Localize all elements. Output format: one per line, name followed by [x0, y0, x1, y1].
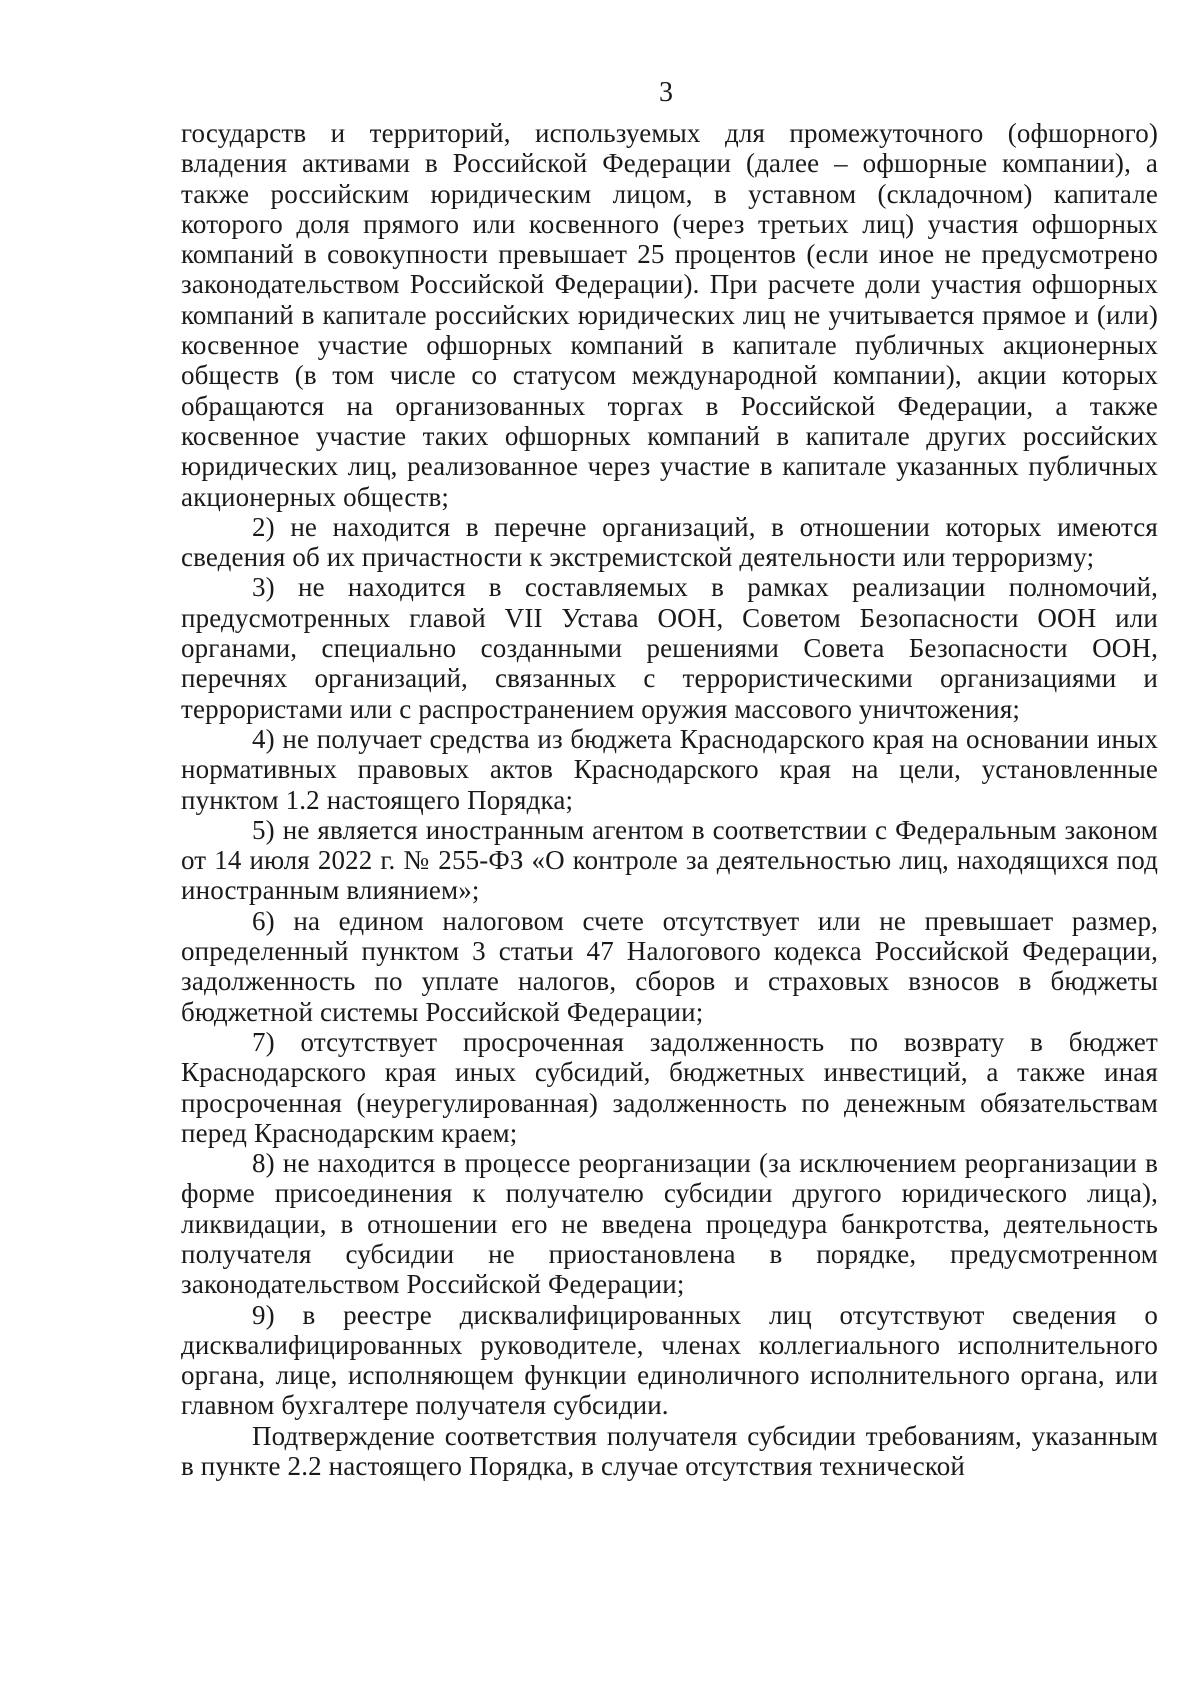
paragraph-item-5: 5) не является иностранным агентом в соответствии с Федеральным законом от 14 июля 2022 г. № 255-ФЗ «О контроле за деятельностью лиц, находящихся под иностранным влиянием»;	[181, 814, 1158, 906]
paragraph-item-3: 3) не находится в составляемых в рамках реализации полномочий, предусмотренных главой VII Устава ООН, Советом Безопасности ООН или органами, специально созданными решениями Совета Безопасности ООН, перечнях организаций, связанных с террористическими организациями и террористами или с распространением оружия массового уничтожения;	[181, 572, 1158, 724]
paragraph-item-9: 9) в реестре дисквалифицированных лиц отсутствуют сведения о дисквалифицированных руководителе, членах коллегиального исполнительного органа, лице, исполняющем функции единоличного исполнительного органа, или главном бухгалтере получателя субсидии.	[181, 1299, 1158, 1421]
paragraph-item-8: 8) не находится в процессе реорганизации (за исключением реорганизации в форме присоединения к получателю субсидии другого юридического лица), ликвидации, в отношении его не введена процедура банкротства, деятельность получателя субсидии не приостановлена в порядке, предусмотренном законодательством Российской Федерации;	[181, 1148, 1158, 1300]
paragraph-item-4: 4) не получает средства из бюджета Краснодарского края на основании иных нормативных правовых актов Краснодарского края на цели, установленные пунктом 1.2 настоящего Порядка;	[181, 723, 1158, 815]
page-number: 3	[659, 77, 673, 108]
paragraph-item-2: 2) не находится в перечне организаций, в отношении которых имеются сведения об их причастности к экстремистской деятельности или терроризму;	[181, 511, 1158, 573]
document-body	[181, 118, 1158, 1481]
paragraph-item-7: 7) отсутствует просроченная задолженность по возврату в бюджет Краснодарского края иных субсидий, бюджетных инвестиций, а также иная просроченная (неурегулированная) задолженность по денежным обязательствам перед Краснодарским краем;	[181, 1026, 1158, 1148]
paragraph-confirmation: Подтверждение соответствия получателя субсидии требованиям, указанным в пункте 2.2 настоящего Порядка, в случае отсутствия технической	[181, 1420, 1158, 1482]
paragraph-item-6: 6) на едином налоговом счете отсутствует или не превышает размер, определенный пунктом 3 статьи 47 Налогового кодекса Российской Федерации, задолженность по уплате налогов, сборов и страховых взносов в бюджеты бюджетной системы Российской Федерации;	[181, 905, 1158, 1027]
paragraph-continuation: государств и территорий, используемых для промежуточного (офшорного) владения активами в Российской Федерации (далее – офшорные компании), а также российским юридическим лицом, в уставном (складочном) капитале которого доля прямого или косвенного (через третьих лиц) участия офшорных компаний в совокупности превышает 25 процентов (если иное не предусмотрено законодательством Российской Федерации). При расчете доли участия офшорных компаний в капитале российских юридических лиц не учитывается прямое и (или) косвенное участие офшорных компаний в капитале публичных акционерных обществ (в том числе со статусом международной компании), акции которых обращаются на организованных торгах в Российской Федерации, а также косвенное участие таких офшорных компаний в капитале других российских юридических лиц, реализованное через участие в капитале указанных публичных акционерных обществ;	[181, 118, 1158, 512]
